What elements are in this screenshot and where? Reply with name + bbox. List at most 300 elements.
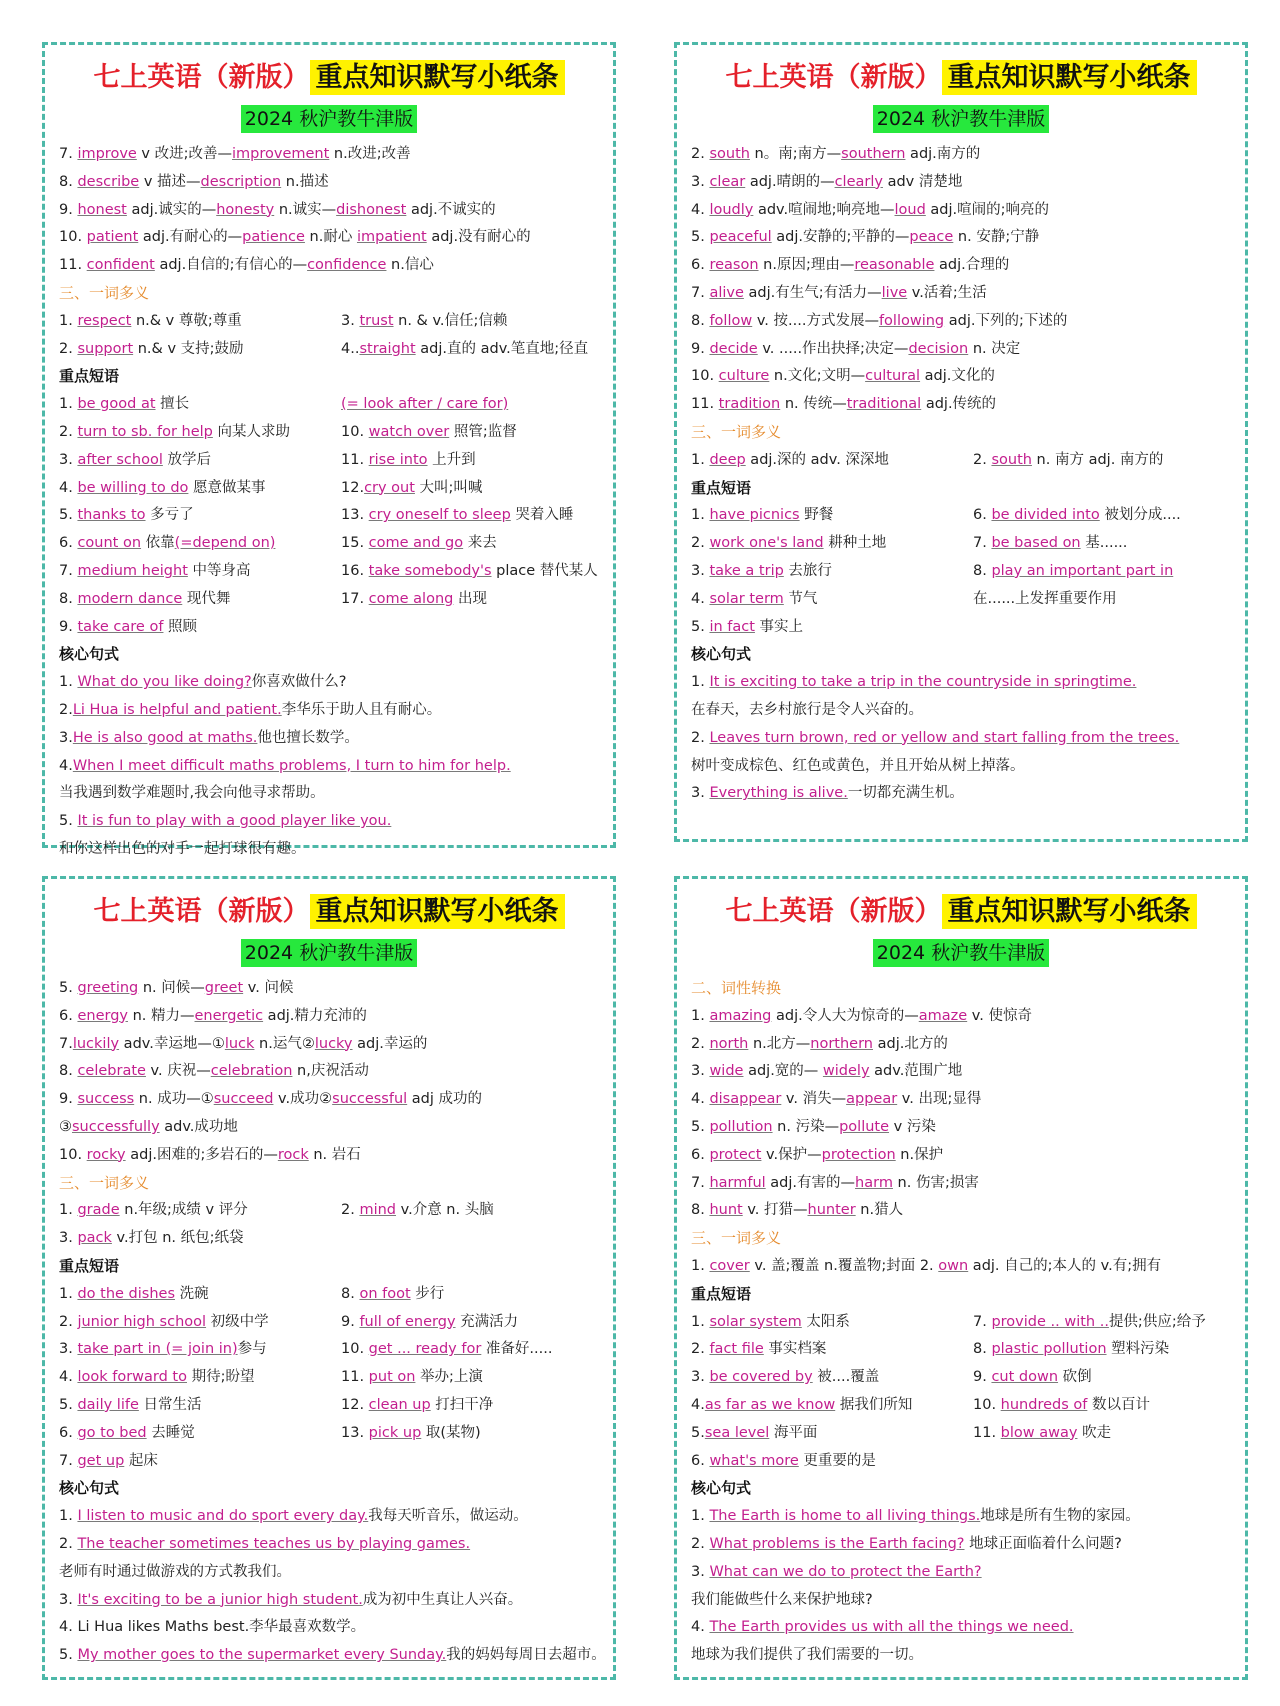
plain-text: v. .....作出抉择;决定—	[757, 340, 909, 357]
plain-text: adj 成功的	[407, 1091, 483, 1108]
list-item	[691, 1114, 1235, 1142]
plain-text: 初级中学	[206, 1313, 269, 1330]
plain-text: 4.	[59, 1369, 78, 1386]
answer-text: be willing to do	[77, 479, 189, 496]
answer-text: It's exciting to be a junior high student.	[77, 1591, 363, 1608]
answer-text: harmful	[709, 1174, 766, 1191]
plain-text: 成为初中生真让人兴奋。	[362, 1591, 523, 1608]
plain-text: adj.喧闹的;响亮的	[925, 201, 1050, 218]
plain-text: 我们能做些什么来保护地球?	[691, 1591, 873, 1608]
list-item	[59, 1197, 603, 1225]
answer-text: on foot	[359, 1285, 411, 1302]
list-item	[691, 1642, 1235, 1670]
section-heading	[59, 280, 603, 308]
card-top-left	[42, 42, 616, 857]
plain-text: 16.	[341, 562, 369, 579]
answer-text: look forward to	[77, 1369, 187, 1386]
plain-text: 你喜欢做什么?	[251, 674, 347, 691]
plain-text: adj.困难的;多岩石的—	[125, 1146, 278, 1163]
list-item	[691, 586, 1235, 614]
plain-text: v.保护—	[761, 1146, 822, 1163]
list-item-second-column	[341, 1197, 494, 1225]
plain-text: 11.	[973, 1424, 1001, 1441]
answer-text: decision	[908, 340, 969, 357]
list-item	[691, 1531, 1235, 1559]
title-red-part: 七上英语（新版）	[725, 62, 942, 93]
plain-text: 三、一词多义	[59, 283, 150, 302]
answer-text: When I meet difficult maths problems, I turn to him for help.	[72, 757, 511, 774]
list-item-second-column	[973, 1336, 1169, 1364]
list-item	[59, 447, 603, 475]
plain-text: 1.	[59, 1202, 78, 1219]
answer-text: take care of	[77, 618, 164, 635]
plain-text: 8.	[973, 562, 992, 579]
answer-text: own	[938, 1257, 969, 1274]
plain-text: 海平面	[769, 1424, 818, 1441]
answer-text: description	[200, 173, 282, 190]
plain-text: 12.	[341, 1396, 369, 1413]
title-highlight-part: 重点知识默写小纸条	[310, 894, 565, 929]
plain-text: n.& v 尊敬;尊重	[131, 312, 242, 329]
list-item	[691, 1336, 1235, 1364]
plain-text: 3.	[59, 451, 78, 468]
plain-text: 洗碗	[175, 1285, 209, 1302]
plain-text: 2.	[691, 1341, 710, 1358]
list-item	[59, 169, 603, 197]
answer-text: honesty	[216, 201, 275, 218]
list-item-second-column	[341, 1392, 493, 1420]
plain-text: 5.	[691, 618, 710, 635]
card-title	[45, 55, 613, 101]
answer-text: hunter	[807, 1202, 856, 1219]
answer-text: (=depend on)	[174, 535, 276, 552]
list-item	[691, 1614, 1235, 1642]
plain-text: 依靠	[141, 535, 175, 552]
plain-text: 参与	[237, 1341, 267, 1358]
answer-text: honest	[77, 201, 127, 218]
list-item	[691, 530, 1235, 558]
plain-text: 核心句式	[691, 645, 752, 664]
list-item	[59, 1225, 603, 1253]
answer-text: cultural	[865, 368, 921, 385]
list-item	[691, 753, 1235, 781]
answer-text: put on	[368, 1369, 416, 1386]
card-title	[45, 889, 613, 935]
plain-text: 出现	[453, 590, 487, 607]
plain-text: 充满活力	[455, 1313, 519, 1330]
plain-text: 1.	[691, 451, 710, 468]
answer-text: pollute	[839, 1118, 890, 1135]
answer-text: pack	[77, 1230, 112, 1247]
plain-text: v.成功②	[273, 1091, 333, 1108]
plain-text: adj.北方的	[873, 1035, 948, 1052]
list-item	[691, 1003, 1235, 1031]
plain-text: 17.	[341, 590, 369, 607]
plain-text: v. 消失—	[781, 1091, 847, 1108]
list-item	[691, 391, 1235, 419]
plain-text: 15.	[341, 535, 369, 552]
list-item	[691, 1253, 1235, 1281]
plain-text: v. 问候	[243, 980, 294, 996]
answer-text: rock	[277, 1146, 309, 1163]
card-top-right	[674, 42, 1248, 842]
plain-text: adv 清楚地	[882, 173, 963, 190]
plain-text: 基......	[1080, 535, 1128, 552]
answer-text: improvement	[232, 146, 330, 162]
plain-text: 一切都充满生机。	[847, 785, 964, 802]
plain-text: 塑料污染	[1106, 1341, 1170, 1358]
answer-text: patient	[86, 229, 139, 246]
plain-text: 1.	[691, 674, 710, 691]
title-highlight-part: 重点知识默写小纸条	[942, 60, 1197, 95]
answer-text: harm	[855, 1174, 893, 1191]
plain-text: 取(某物)	[421, 1424, 481, 1441]
plain-text: n.保护	[895, 1146, 944, 1163]
plain-text: 我的妈妈每周日去超市。	[446, 1647, 606, 1664]
plain-text: 5.	[59, 813, 78, 830]
plain-text: 上升到	[427, 451, 476, 468]
answer-text: cry oneself to sleep	[368, 507, 511, 524]
answer-text: come and go	[368, 535, 464, 552]
plain-text: 愿意做某事	[188, 479, 266, 496]
plain-text: adv.喧闹地;响亮地—	[753, 201, 895, 218]
plain-text: n. 成功—①	[134, 1091, 214, 1108]
list-item	[59, 1448, 603, 1476]
list-item	[59, 1336, 603, 1364]
answer-text: widely	[822, 1063, 870, 1080]
plain-text: 8.	[341, 1285, 360, 1302]
plain-text: 11.	[691, 396, 719, 413]
plain-text: 7.	[59, 1452, 78, 1469]
plain-text: 向某人求助	[212, 423, 290, 440]
answer-text: celebration	[210, 1063, 293, 1080]
plain-text: 6.	[691, 1146, 710, 1163]
answer-text: live	[881, 284, 908, 301]
answer-text: fact file	[709, 1341, 764, 1358]
plain-text: adj.诚实的—	[126, 201, 217, 218]
list-item	[59, 502, 603, 530]
list-item	[59, 753, 603, 781]
list-item	[59, 475, 603, 503]
list-item	[691, 1170, 1235, 1198]
plain-text: 2.	[341, 1202, 360, 1219]
plain-text: n. 决定	[968, 340, 1021, 357]
answer-text: rise into	[368, 451, 428, 468]
list-item	[691, 1420, 1235, 1448]
answer-text: junior high school	[77, 1313, 207, 1330]
list-item	[691, 197, 1235, 225]
list-item	[691, 1392, 1235, 1420]
plain-text: 2.	[691, 1535, 710, 1552]
plain-text: 被....覆盖	[812, 1369, 880, 1386]
plain-text: adj.下列的;下述的	[944, 312, 1068, 329]
plain-text: 9.	[691, 340, 710, 357]
plain-text: n.耐心	[304, 229, 357, 246]
plain-text: 放学后	[162, 451, 211, 468]
answer-text: take somebody's	[368, 562, 492, 579]
title-highlight-part: 重点知识默写小纸条	[942, 894, 1197, 929]
answer-text: energy	[77, 1007, 128, 1024]
plain-text: 4.	[691, 590, 710, 607]
answer-text: be divided into	[991, 507, 1100, 524]
answer-text: Everything is alive.	[709, 785, 848, 802]
list-item	[59, 308, 603, 336]
plain-text: 5.	[59, 980, 78, 996]
plain-text: n. 南方 adj. 南方的	[1031, 451, 1164, 468]
list-item	[691, 308, 1235, 336]
list-item	[59, 780, 603, 808]
plain-text: adj.合理的	[934, 257, 1010, 274]
plain-text: 提供;供应;给予	[1108, 1313, 1206, 1330]
plain-text: v. 打猎—	[742, 1202, 808, 1219]
plain-text: n. 岩石	[308, 1146, 361, 1163]
answer-text: luckily	[72, 1035, 120, 1052]
plain-text: 当我遇到数学难题时,我会向他寻求帮助。	[59, 785, 325, 802]
list-item-second-column	[341, 1336, 552, 1364]
answer-text: plastic pollution	[991, 1341, 1107, 1358]
plain-text: v. 按....方式发展—	[752, 312, 879, 329]
plain-text: v.活着;生活	[907, 284, 987, 301]
list-item	[691, 725, 1235, 753]
plain-text: 3.	[691, 1563, 710, 1580]
list-item	[59, 1503, 603, 1531]
plain-text: n.& v 支持;鼓励	[133, 340, 244, 357]
answer-text: confident	[86, 257, 155, 274]
answer-text: respect	[77, 312, 132, 329]
list-item	[691, 252, 1235, 280]
answer-text: The teacher sometimes teaches us by playing games.	[77, 1535, 471, 1552]
answer-text: daily life	[77, 1396, 139, 1413]
plain-text: n.文化;文明—	[769, 368, 866, 385]
plain-text: 6.	[691, 257, 710, 274]
answer-text: successfully	[72, 1118, 160, 1135]
answer-text: Leaves turn brown, red or yellow and start falling from the trees.	[709, 729, 1180, 746]
plain-text: 9.	[59, 1091, 78, 1108]
plain-text: 吹走	[1077, 1424, 1112, 1441]
card-title	[677, 889, 1245, 935]
plain-text: 地球是所有生物的家园。	[980, 1508, 1140, 1525]
list-item	[59, 419, 603, 447]
plain-text: 7.	[59, 562, 78, 579]
answer-text: protection	[821, 1146, 896, 1163]
list-item	[59, 197, 603, 225]
answer-text: successful	[332, 1091, 408, 1108]
list-item	[691, 447, 1235, 475]
answer-text: luck	[224, 1035, 255, 1052]
list-item	[59, 141, 603, 169]
plain-text: 5.	[59, 1396, 78, 1413]
list-item	[59, 558, 603, 586]
plain-text: 日常生活	[138, 1396, 202, 1413]
list-item	[59, 586, 603, 614]
answer-text: clean up	[368, 1396, 431, 1413]
edition-subtitle: 2024 秋沪教牛津版	[241, 939, 417, 967]
answer-text: in fact	[709, 618, 755, 635]
answer-text: energetic	[194, 1007, 264, 1024]
plain-text: adj.深的 adv. 深深地	[745, 451, 889, 468]
answer-text: celebrate	[77, 1063, 146, 1080]
answer-text: It is exciting to take a trip in the countryside in springtime.	[709, 674, 1137, 691]
plain-text: 7.	[59, 1035, 73, 1052]
answer-text: straight	[359, 340, 416, 357]
answer-text: It is fun to play with a good player like you.	[77, 813, 392, 830]
answer-text: dishonest	[336, 201, 407, 218]
plain-text: 6.	[973, 507, 992, 524]
plain-text: v.介意 n. 头脑	[396, 1202, 494, 1219]
plain-text: 步行	[410, 1285, 445, 1302]
answer-text: be good at	[77, 396, 156, 413]
content-list	[677, 975, 1245, 1670]
card-bottom-left	[42, 876, 616, 1680]
list-item	[59, 1281, 603, 1309]
list-item	[691, 780, 1235, 808]
plain-text: 准备好.....	[481, 1341, 553, 1358]
list-item	[59, 391, 603, 419]
answer-text: support	[77, 340, 134, 357]
list-item-second-column	[341, 1309, 518, 1337]
plain-text: 5.	[59, 1647, 78, 1664]
plain-text: 10.	[973, 1396, 1001, 1413]
answer-text: alive	[709, 284, 744, 301]
plain-text: 4.	[691, 1396, 705, 1413]
plain-text: 8.	[691, 312, 710, 329]
plain-text: 3.	[59, 729, 73, 746]
plain-text: 老师有时通过做游戏的方式教我们。	[59, 1563, 291, 1580]
list-item	[59, 1420, 603, 1448]
list-item	[691, 363, 1235, 391]
plain-text: 4.	[59, 757, 73, 774]
plain-text: adv.幸运地—①	[119, 1035, 225, 1052]
plain-text: 核心句式	[691, 1479, 752, 1498]
plain-text: n.改进;改善	[329, 146, 411, 162]
list-item-second-column	[341, 336, 588, 364]
list-item-second-column	[341, 419, 517, 447]
answer-text: loudly	[709, 201, 754, 218]
plain-text: 3.	[691, 1063, 710, 1080]
answer-text: watch over	[368, 423, 450, 440]
answer-text: clear	[709, 173, 746, 190]
answer-text: wide	[709, 1063, 744, 1080]
plain-text: 8.	[973, 1341, 992, 1358]
plain-text: 照顾	[163, 618, 198, 635]
plain-text: 8.	[59, 590, 78, 607]
list-item	[691, 669, 1235, 697]
list-item-second-column	[973, 558, 1173, 586]
list-item-second-column	[341, 447, 476, 475]
section-heading	[59, 641, 603, 669]
plain-text: 重点短语	[691, 478, 752, 497]
plain-text: 12.	[341, 479, 365, 496]
answer-text: grade	[77, 1202, 120, 1219]
plain-text: 1.	[691, 507, 710, 524]
plain-text: 3.	[691, 785, 710, 802]
list-item-second-column	[341, 1364, 483, 1392]
plain-text: 野餐	[799, 507, 834, 524]
section-heading	[59, 1170, 603, 1198]
answer-text: medium height	[77, 562, 188, 579]
plain-text: 耕种土地	[823, 535, 887, 552]
plain-text: 11.	[341, 451, 369, 468]
answer-text: mind	[359, 1202, 397, 1219]
plain-text: 8.	[59, 1063, 78, 1080]
list-item-second-column	[341, 391, 508, 419]
plain-text: adj.传统的	[921, 396, 997, 413]
list-item	[59, 725, 603, 753]
answer-text: clearly	[834, 173, 883, 190]
plain-text: 6.	[59, 535, 78, 552]
answer-text: hunt	[709, 1202, 743, 1219]
list-item-second-column	[973, 1309, 1206, 1337]
answer-text: culture	[718, 368, 770, 385]
answer-text: follow	[709, 312, 753, 329]
plain-text: adv.范围广地	[869, 1063, 963, 1080]
plain-text: 8.	[691, 1202, 710, 1219]
answer-text: He is also good at maths.	[72, 729, 258, 746]
answer-text: cut down	[991, 1369, 1059, 1386]
edition-subtitle: 2024 秋沪教牛津版	[873, 105, 1049, 133]
plain-text: 9.	[341, 1313, 360, 1330]
list-item	[59, 1642, 606, 1670]
answer-text: impatient	[356, 229, 427, 246]
list-item	[691, 558, 1235, 586]
plain-text: 8.	[59, 173, 78, 190]
plain-text: 5.	[59, 507, 78, 524]
answer-text: reasonable	[854, 257, 935, 274]
list-item	[691, 336, 1235, 364]
answer-text: turn to sb. for help	[77, 423, 213, 440]
plain-text: 我每天听音乐，做运动。	[368, 1508, 528, 1525]
list-item	[691, 1364, 1235, 1392]
answer-text: take a trip	[709, 562, 784, 579]
card-title	[677, 55, 1245, 101]
section-heading	[59, 1253, 603, 1281]
plain-text: 4.	[691, 201, 710, 218]
list-item-second-column	[973, 502, 1181, 530]
section-heading	[59, 1475, 603, 1503]
answer-text: sea level	[704, 1424, 770, 1441]
plain-text: 事实档案	[763, 1341, 827, 1358]
list-item	[691, 1142, 1235, 1170]
title-red-part: 七上英语（新版）	[93, 62, 310, 93]
list-item-second-column	[341, 586, 487, 614]
plain-text: 7.	[59, 146, 78, 162]
plain-text: 2.	[973, 451, 992, 468]
plain-text: 3.	[59, 1341, 78, 1358]
plain-text: adv.成功地	[159, 1118, 238, 1135]
plain-text: 11.	[59, 257, 87, 274]
section-heading	[691, 419, 1235, 447]
plain-text: 重点短语	[59, 1256, 120, 1275]
list-item	[691, 1448, 1235, 1476]
answer-text: confidence	[307, 257, 387, 274]
answer-text: decide	[709, 340, 758, 357]
edition-subtitle: 2024 秋沪教牛津版	[873, 939, 1049, 967]
plain-text: 2.	[691, 535, 710, 552]
plain-text: 1.	[691, 1313, 710, 1330]
plain-text: 4.	[59, 479, 78, 496]
plain-text: 三、一词多义	[691, 422, 782, 441]
answer-text: have picnics	[709, 507, 800, 524]
answer-text: describe	[77, 173, 140, 190]
answer-text: north	[709, 1035, 749, 1052]
list-item	[691, 1503, 1235, 1531]
plain-text: adj.文化的	[920, 368, 995, 385]
plain-text: 10.	[59, 229, 87, 246]
plain-text: adj. 自己的;本人的 v.有;拥有	[968, 1257, 1162, 1274]
list-item	[59, 1531, 603, 1559]
answer-text: do the dishes	[77, 1285, 175, 1302]
plain-text: n.信心	[386, 257, 434, 274]
